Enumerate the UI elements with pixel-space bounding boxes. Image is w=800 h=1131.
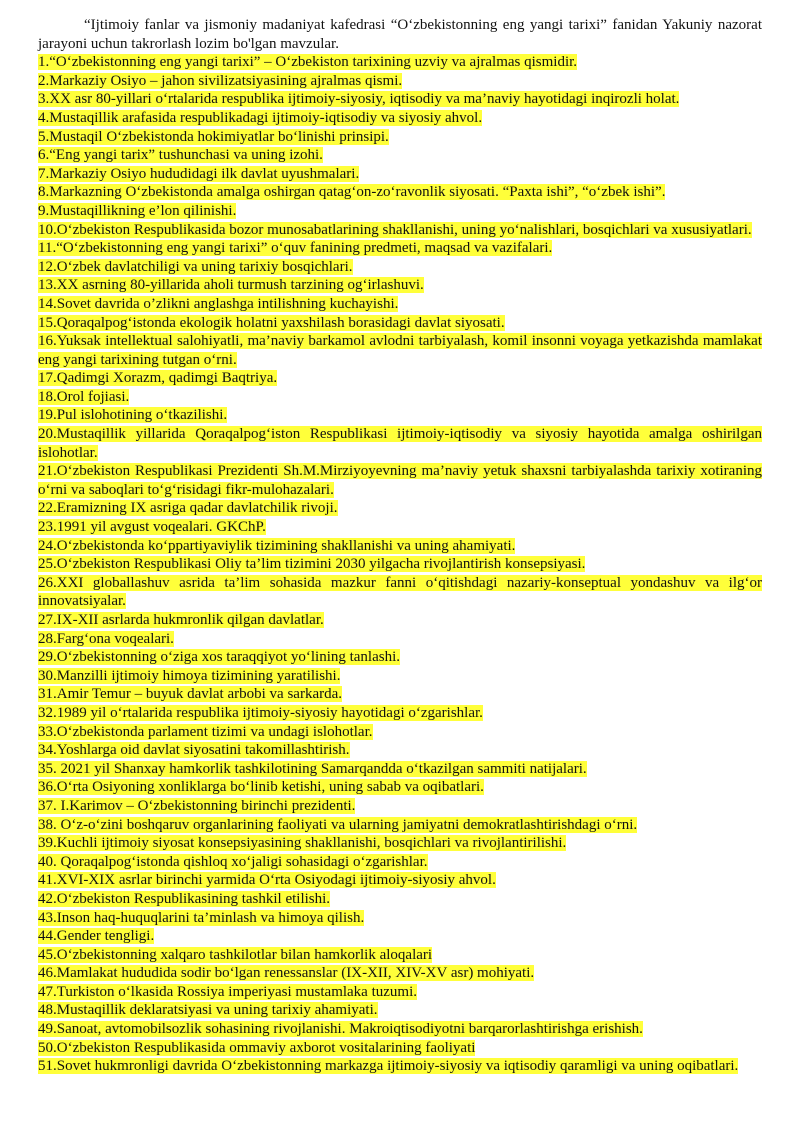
topic-text: 29.O‘zbekistonning o‘ziga xos taraqqiyot yo‘lining tanlashi. xyxy=(38,649,401,666)
topic-text: 23.1991 yil avgust voqealari. GKChP. xyxy=(38,519,266,536)
topic-text: 21.O‘zbekiston Respublikasi Prezidenti Sh.M.Mirziyoyevning ma’naviy yetuk shaxsni tarbiyalashda tarixiy xotiraning o‘rni va saboqlari to‘g‘risidagi fikr-mulohazalari. xyxy=(38,463,762,498)
topic-item xyxy=(38,276,762,295)
topic-item xyxy=(38,964,762,983)
topic-item xyxy=(38,611,762,630)
topic-item xyxy=(38,834,762,853)
topic-item xyxy=(38,239,762,258)
topic-item xyxy=(38,983,762,1002)
topic-item xyxy=(38,853,762,872)
topic-item xyxy=(38,109,762,128)
topic-item xyxy=(38,946,762,965)
topic-item xyxy=(38,499,762,518)
topic-text: 18.Orol fojiasi. xyxy=(38,388,130,405)
topic-text: 20.Mustaqillik yillarida Qoraqalpog‘iston Respublikasi ijtimoiy-iqtisodiy va siyosiy hayotida amalga oshirilgan islohotlar. xyxy=(38,426,762,461)
topic-item xyxy=(38,741,762,760)
topic-text: 7.Markaziy Osiyo hududidagi ilk davlat uyushmalari. xyxy=(38,165,360,182)
topic-item xyxy=(38,165,762,184)
topic-text: 51.Sovet hukmronligi davrida O‘zbekistonning markazga ijtimoiy-siyosiy va iqtisodiy qaramligi va uning oqibatlari. xyxy=(38,1058,739,1075)
topic-text: 49.Sanoat, avtomobilsozlik sohasining rivojlanishi. Makroiqtisodiyotni barqarorlashtirishga erishish. xyxy=(38,1021,643,1038)
topic-text: 3.XX asr 80-yillari o‘rtalarida respublika ijtimoiy-siyosiy, iqtisodiy va ma’naviy hayotidagi inqirozli holat. xyxy=(38,91,680,108)
topic-text: 38. O‘z-o‘zini boshqaruv organlarining faoliyati va ularning jamiyatni demokratlashtirishdagi o‘rni. xyxy=(38,816,638,833)
topic-item xyxy=(38,183,762,202)
topic-text: 19.Pul islohotining o‘tkazilishi. xyxy=(38,407,228,424)
topic-item xyxy=(38,890,762,909)
topic-item xyxy=(38,927,762,946)
topic-text: 36.O‘rta Osiyoning xonliklarga bo‘linib ketishi, uning sabab va oqibatlari. xyxy=(38,779,484,796)
topic-text: 39.Kuchli ijtimoiy siyosat konsepsiyasining shakllanishi, bosqichlari va rivojlantirilishi. xyxy=(38,835,567,852)
topic-item xyxy=(38,221,762,240)
topic-text: 50.O‘zbekiston Respublikasida ommaviy axborot vositalarining faoliyati xyxy=(38,1039,476,1056)
topic-item xyxy=(38,425,762,462)
topic-text: 13.XX asrning 80-yillarida aholi turmush tarzining og‘irlashuvi. xyxy=(38,277,424,294)
topic-item xyxy=(38,146,762,165)
topic-list xyxy=(38,53,762,1076)
topic-item xyxy=(38,295,762,314)
topic-text: 2.Markaziy Osiyo – jahon sivilizatsiyasining ajralmas qismi. xyxy=(38,72,403,89)
topic-item xyxy=(38,462,762,499)
topic-text: 16.Yuksak intellektual salohiyatli, ma’naviy barkamol avlodni tarbiyalash, komil insonni voyaga yetkazishda mamlakat eng yangi tarixining tutgan o‘rni. xyxy=(38,333,762,368)
topic-text: 17.Qadimgi Xorazm, qadimgi Baqtriya. xyxy=(38,370,278,387)
topic-item xyxy=(38,53,762,72)
topic-text: 6.“Eng yangi tarix” tushunchasi va uning izohi. xyxy=(38,147,323,164)
topic-item xyxy=(38,797,762,816)
topic-text: 5.Mustaqil O‘zbekistonda hokimiyatlar bo‘linishi prinsipi. xyxy=(38,128,389,145)
topic-item xyxy=(38,871,762,890)
topic-text: 47.Turkiston o‘lkasida Rossiya imperiyasi mustamlaka tuzumi. xyxy=(38,983,417,1000)
topic-text: 31.Amir Temur – buyuk davlat arbobi va sarkarda. xyxy=(38,686,343,703)
topic-item xyxy=(38,518,762,537)
topic-text: 43.Inson haq-huquqlarini ta’minlash va himoya qilish. xyxy=(38,909,365,926)
topic-item xyxy=(38,1020,762,1039)
topic-item xyxy=(38,537,762,556)
topic-text: 11.“O‘zbekistonning eng yangi tarixi” o‘quv fanining predmeti, maqsad va vazifalari. xyxy=(38,240,553,257)
topic-text: 4.Mustaqillik arafasida respublikadagi ijtimoiy-iqtisodiy va siyosiy ahvol. xyxy=(38,109,483,126)
topic-item xyxy=(38,202,762,221)
topic-item xyxy=(38,1001,762,1020)
topic-item xyxy=(38,704,762,723)
topic-text: 34.Yoshlarga oid davlat siyosatini takomillashtirish. xyxy=(38,742,350,759)
topic-text: 8.Markazning O‘zbekistonda amalga oshirgan qatag‘on-zo‘ravonlik siyosati. “Paxta ishi”, “o‘zbek ishi”. xyxy=(38,184,666,201)
topic-item xyxy=(38,667,762,686)
topic-text: 1.“O‘zbekistonning eng yangi tarixi” – O‘zbekiston tarixining uzviy va ajralmas qismidir. xyxy=(38,54,578,71)
topic-item xyxy=(38,574,762,611)
topic-text: 33.O‘zbekistonda parlament tizimi va undagi islohotlar. xyxy=(38,723,373,740)
topic-text: 32.1989 yil o‘rtalarida respublika ijtimoiy-siyosiy hayotidagi o‘zgarishlar. xyxy=(38,704,483,721)
topic-text: 48.Mustaqillik deklaratsiyasi va uning tarixiy ahamiyati. xyxy=(38,1002,378,1019)
topic-item xyxy=(38,128,762,147)
topic-item xyxy=(38,258,762,277)
topic-item xyxy=(38,1057,762,1076)
topic-item xyxy=(38,685,762,704)
topic-item xyxy=(38,909,762,928)
topic-item xyxy=(38,760,762,779)
topic-text: 28.Farg‘ona voqealari. xyxy=(38,630,174,647)
topic-item xyxy=(38,816,762,835)
topic-item xyxy=(38,72,762,91)
topic-text: 27.IX-XII asrlarda hukmronlik qilgan davlatlar. xyxy=(38,612,324,628)
topic-text: 26.XXI globallashuv asrida ta’lim sohasida mazkur fanni o‘qitishdagi nazariy-konseptual yondashuv va ilg‘or innovatsiyalar. xyxy=(38,574,762,610)
topic-text: 45.O‘zbekistonning xalqaro tashkilotlar bilan hamkorlik aloqalari xyxy=(38,946,433,963)
topic-text: 40. Qoraqalpog‘istonda qishloq xo‘jaligi sohasidagi o‘zgarishlar. xyxy=(38,853,428,870)
topic-text: 41.XVI-XIX asrlar birinchi yarmida O‘rta Osiyodagi ijtimoiy-siyosiy ahvol. xyxy=(38,872,496,889)
topic-text: 15.Qoraqalpog‘istonda ekologik holatni yaxshilash borasidagi davlat siyosati. xyxy=(38,314,505,331)
topic-item xyxy=(38,314,762,333)
topic-text: 22.Eramizning IX asriga qadar davlatchilik rivoji. xyxy=(38,500,338,517)
topic-text: 35. 2021 yil Shanxay hamkorlik tashkilotining Samarqandda o‘tkazilgan sammiti natijalari. xyxy=(38,760,587,777)
topic-item xyxy=(38,388,762,407)
intro-paragraph: “Ijtimoiy fanlar va jismoniy madaniyat kafedrasi “O‘zbekistonning eng yangi tarixi” fanidan Yakuniy nazorat jarayoni uchun takrorlash lozim bo'lgan mavzular. xyxy=(38,17,762,52)
topic-text: 30.Manzilli ijtimoiy himoya tizimining yaratilishi. xyxy=(38,667,341,684)
topic-text: 42.O‘zbekiston Respublikasining tashkil etilishi. xyxy=(38,890,331,907)
topic-item xyxy=(38,555,762,574)
topic-item xyxy=(38,90,762,109)
topic-text: 25.O‘zbekiston Respublikasi Oliy ta’lim tizimini 2030 yilgacha rivojlantirish konsepsiyasi. xyxy=(38,556,586,573)
topic-text: 10.O‘zbekiston Respublikasida bozor munosabatlarining shakllanishi, uning yo‘nalishlari, bosqichlari va xususiyatlari. xyxy=(38,221,752,238)
topic-item xyxy=(38,1039,762,1058)
topic-text: 9.Mustaqillikning e’lon qilinishi. xyxy=(38,202,237,219)
topic-text: 44.Gender tengligi. xyxy=(38,928,155,945)
topic-item xyxy=(38,406,762,425)
topic-item xyxy=(38,369,762,388)
topic-text: 12.O‘zbek davlatchiligi va uning tarixiy bosqichlari. xyxy=(38,258,353,275)
topic-item xyxy=(38,630,762,649)
topic-text: 37. I.Karimov – O‘zbekistonning birinchi prezidenti. xyxy=(38,797,356,814)
topic-item xyxy=(38,778,762,797)
topic-text: 14.Sovet davrida o’zlikni anglashga intilishning kuchayishi. xyxy=(38,295,399,312)
topic-text: 46.Mamlakat hududida sodir bo‘lgan renessanslar (IX-XII, XIV-XV asr) mohiyati. xyxy=(38,965,535,982)
topic-item xyxy=(38,723,762,742)
topic-item xyxy=(38,648,762,667)
topic-text: 24.O‘zbekistonda ko‘ppartiyaviylik tizimining shakllanishi va uning ahamiyati. xyxy=(38,537,516,554)
topic-item xyxy=(38,332,762,369)
